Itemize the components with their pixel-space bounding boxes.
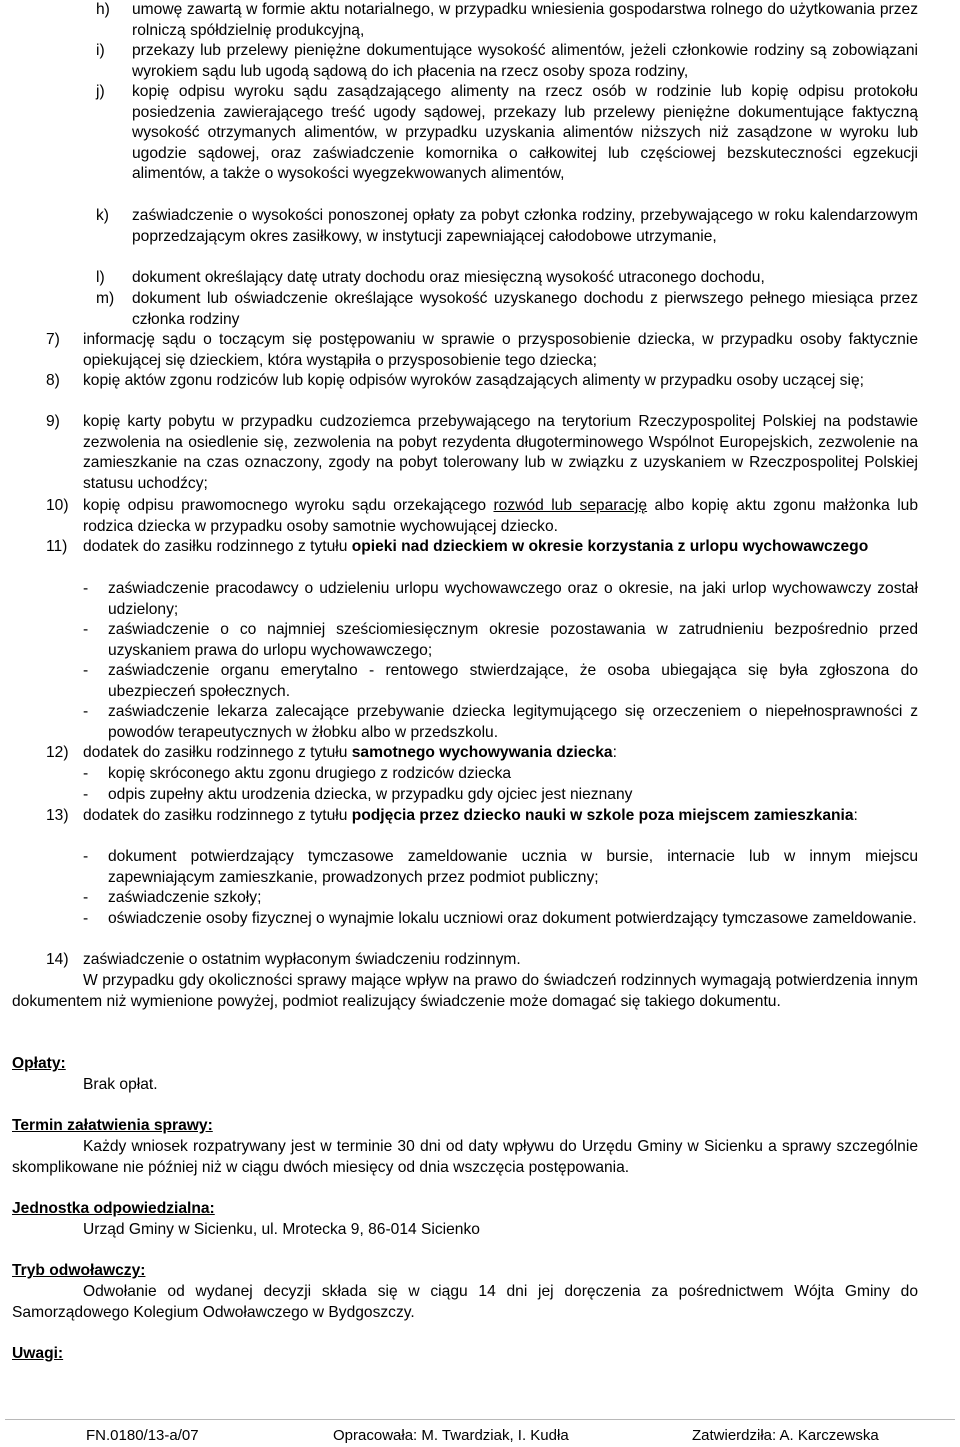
emphasis: podjęcia przez dziecko nauki w szkole poza miejscem zamieszkania (351, 807, 854, 824)
list-text: zaświadczenie o wysokości ponoszonej opłaty za pobyt członka rodziny, przebywającego w roku kalendarzowym poprzedzającym okres zasiłkowy, w instytucji zapewniającej całodobowe utrzymanie, (132, 207, 918, 245)
list-marker: i) (96, 42, 105, 59)
list-text: kopię odpisu wyroku sądu zasądzającego alimenty na rzecz osób w rodzinie lub kopię odpisu protokołu posiedzenia zawierającego treść ugody sądowej, przekazy lub przelewy pieniężne dokumentujące faktyczną wysokość otrzymanych alimentów, w przypadku uzyskania alimentów niższych niż zasądzone w wyroku lub ugodzie sądowej, oraz zaświadczenie komornika o całkowitej lub częściowej bezskuteczności egzekucji alimentów, a także o wysokości wyegzekwowanych alimentów, (132, 83, 918, 183)
emphasis: opieki nad dzieckiem w okresie korzystania z urlopu wychowawczego (351, 538, 869, 555)
unit-body: Urząd Gminy w Sicienku, ul. Mrotecka 9, 86-014 Sicienko (83, 1221, 480, 1238)
list-text: kopię aktów zgonu rodziców lub kopię odpisów wyroków zasądzających alimenty w przypadku osoby uczącej się; (83, 372, 864, 389)
dash-item: - zaświadczenie szkoły; (83, 888, 918, 909)
list-marker: 12) (46, 744, 69, 761)
footer-prepared-by: Opracowała: M. Twardziak, I. Kudła (333, 1427, 569, 1444)
dash-item: - kopię skróconego aktu zgonu drugiego z rodziców dziecka (83, 764, 918, 785)
emphasis: samotnego wychowywania dziecka (351, 744, 613, 761)
appeal-body: Odwołanie od wydanej decyzji składa się w ciągu 14 dni jej doręczenia za pośrednictwem Wójta Gminy do Samorządowego Kolegium Odwoławczego w Bydgoszczy. (12, 1283, 918, 1321)
list-item-j (96, 82, 918, 185)
list-marker: m) (96, 290, 115, 307)
unit-heading: Jednostka odpowiedzialna: (12, 1200, 215, 1217)
list-text: kopię karty pobytu w przypadku cudzoziemca przebywającego na terytorium Rzeczypospolitej Polskiej na podstawie zezwolenia na osiedlenie się, zezwolenia na pobyt rezydenta długoterminowego Wspólnot Europejskich, zezwolenie na zamieszkanie na czas oznaczony, zgody na pobyt tolerowany lub w związku z uzyskaniem w Rzeczpospolitej Polskiej statusu uchodźcy; (83, 413, 918, 492)
underlined-phrase: rozwód lub separację (493, 497, 648, 514)
list-item-8 (46, 371, 918, 392)
dash-item: - zaświadczenie pracodawcy o udzieleniu urlopu wychowawczego oraz o okresie, na jaki urlop wychowawczy został udzielony; (83, 579, 918, 620)
dash-marker: - (83, 662, 89, 679)
list-text: umowę zawartą w formie aktu notarialnego, w przypadku wniesienia gospodarstwa rolnego do użytkowania przez rolniczą spółdzielnię produkcyjną, (132, 1, 918, 39)
list-item-h (96, 0, 918, 41)
list-marker: 14) (46, 951, 69, 968)
list-text: kopię odpisu prawomocnego wyroku sądu orzekającego rozwód lub separację albo kopię aktu zgonu małżonka lub rodzica dziecka w przypadku osoby samotnie wychowującej dziecko. (83, 497, 919, 535)
footer-document-code: FN.0180/13-a/07 (86, 1427, 199, 1444)
list-item-m (96, 289, 918, 330)
list-item-13 (46, 806, 918, 827)
list-item-k (96, 206, 918, 247)
notes-heading: Uwagi: (12, 1345, 64, 1362)
list-item-11 (46, 537, 918, 558)
dash-marker: - (83, 580, 89, 597)
list-text: dokument lub oświadczenie określające wysokość uzyskanego dochodu z pierwszego pełnego miesiąca przez członka rodziny (132, 290, 918, 328)
dash-item: - zaświadczenie o co najmniej sześciomiesięcznym okresie pozostawania w zatrudnieniu bezpośrednio przed uzyskaniem prawa do urlopu wychowawczego; (83, 620, 918, 661)
fees-heading: Opłaty: (12, 1055, 66, 1072)
dash-item: - zaświadczenie organu emerytalno - rentowego stwierdzające, że osoba ubiegająca się była zgłoszona do ubezpieczeń społecznych. (83, 661, 918, 702)
list-text: dokument określający datę utraty dochodu oraz miesięczną wysokość utraconego dochodu, (132, 269, 765, 286)
dash-marker: - (83, 910, 89, 927)
list-item-14 (46, 950, 918, 971)
dash-marker: - (83, 765, 89, 782)
list-text: informację sądu o toczącym się postępowaniu w sprawie o przysposobienie dziecka, w przypadku osoby faktycznie opiekującej się dzieckiem, która wystąpiła o przysposobienie tego dziecka; (83, 331, 918, 369)
dash-marker: - (83, 703, 89, 720)
closing-paragraph: W przypadku gdy okoliczności sprawy mające wpływ na prawo do świadczeń rodzinnych wymagają potwierdzenia innym dokumentem niż wymienione powyżej, podmiot realizujący świadczenie może domagać się takiego dokumentu. (12, 972, 918, 1010)
list-marker: 8) (46, 372, 60, 389)
list-text: zaświadczenie o ostatnim wypłaconym świadczeniu rodzinnym. (83, 951, 521, 968)
fees-body: Brak opłat. (83, 1076, 158, 1093)
footer-approved-by: Zatwierdziła: A. Karczewska (692, 1427, 879, 1444)
list-item-12 (46, 743, 918, 764)
dash-item: - zaświadczenie lekarza zalecające przebywanie dziecka legitymującego się orzeczeniem o niepełnosprawności z powodów terapeutycznych w żłobku albo w przedszkolu. (83, 702, 918, 743)
dash-marker: - (83, 621, 89, 638)
deadline-body: Każdy wniosek rozpatrywany jest w terminie 30 dni od daty wpływu do Urzędu Gminy w Sicienku a sprawy szczególnie skomplikowane nie później niż w ciągu dwóch miesięcy od dnia wszczęcia postępowania. (12, 1138, 918, 1176)
list-marker: 7) (46, 331, 60, 348)
dash-marker: - (83, 786, 89, 803)
list-marker: 10) (46, 497, 69, 514)
list-marker: k) (96, 207, 109, 224)
deadline-heading: Termin załatwienia sprawy: (12, 1117, 213, 1134)
dash-item: - odpis zupełny aktu urodzenia dziecka, w przypadku gdy ojciec jest nieznany (83, 785, 918, 806)
list-item-l (96, 268, 918, 289)
dash-item: - oświadczenie osoby fizycznej o wynajmie lokalu uczniowi oraz dokument potwierdzający tymczasowe zameldowanie. (83, 909, 918, 930)
list-text: dodatek do zasiłku rodzinnego z tytułu samotnego wychowywania dziecka: (83, 744, 617, 761)
dash-item: - dokument potwierdzający tymczasowe zameldowanie ucznia w bursie, internacie lub w innym miejscu zapewniającym zamieszkanie, prowadzonych przez podmiot publiczny; (83, 847, 918, 888)
list-marker: l) (96, 269, 105, 286)
list-item-10 (46, 496, 918, 537)
list-marker: h) (96, 1, 110, 18)
dash-marker: - (83, 889, 89, 906)
list-item-9 (46, 412, 918, 494)
list-text: dodatek do zasiłku rodzinnego z tytułu podjęcia przez dziecko nauki w szkole poza miejscem zamieszkania: (83, 807, 858, 824)
list-item-7 (46, 330, 918, 371)
list-marker: 13) (46, 807, 69, 824)
appeal-heading: Tryb odwoławczy: (12, 1262, 146, 1279)
list-marker: j) (96, 83, 105, 100)
list-item-i (96, 41, 918, 82)
footer-divider (5, 1419, 955, 1420)
list-text: przekazy lub przelewy pieniężne dokumentujące wysokość alimentów, jeżeli członkowie rodziny są zobowiązani wyrokiem sądu lub ugodą sądową do ich płacenia na rzecz osoby spoza rodziny, (132, 42, 918, 80)
list-marker: 11) (46, 538, 68, 555)
list-marker: 9) (46, 413, 60, 430)
dash-marker: - (83, 848, 89, 865)
list-text: dodatek do zasiłku rodzinnego z tytułu opieki nad dzieckiem w okresie korzystania z urlopu wychowawczego (83, 538, 869, 555)
